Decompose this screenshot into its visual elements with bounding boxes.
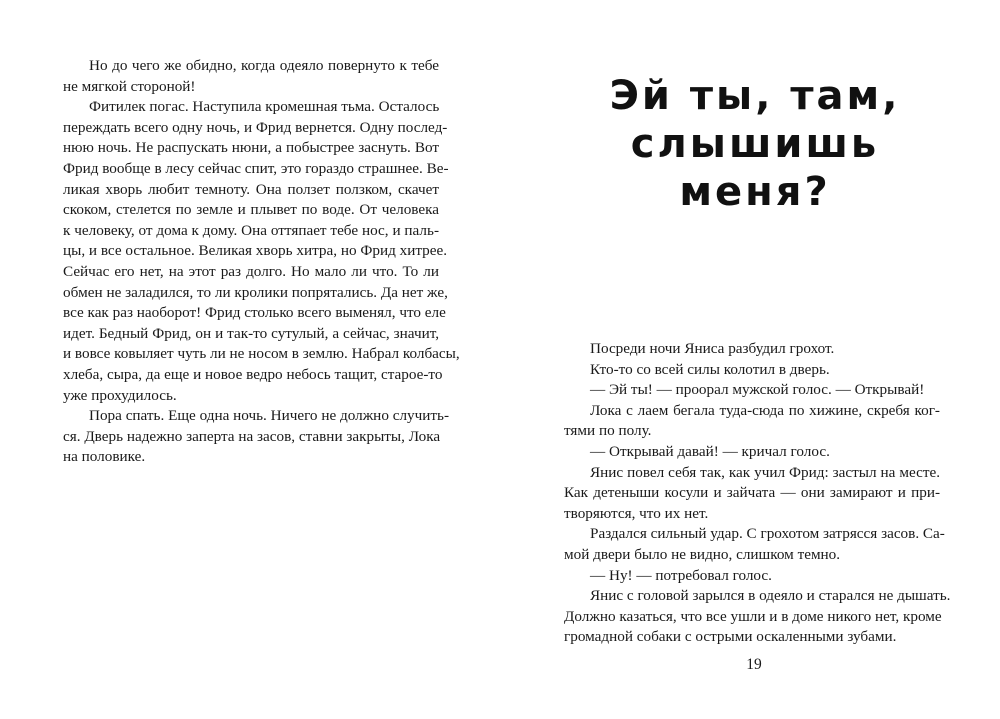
text-line: — Эй ты! — проорал мужской голос. — Открывай!	[590, 381, 925, 399]
text-line: обмен не заладился, то ли кролики попрятались. Да нет же,	[63, 283, 448, 301]
text-line: ся. Дверь надежно заперта на засов, ставни закрыты, Лока	[63, 427, 441, 445]
text-line: Пора спать. Еще одна ночь. Ничего не должно случить-	[89, 407, 450, 425]
text-line: Но до чего же обидно, когда одеяло повернуто к тебе	[89, 57, 439, 74]
chapter-title-line-1: Эй ты, там,	[609, 73, 901, 119]
text-line: Кто-то со всей силы колотил в дверь.	[590, 360, 830, 378]
chapter-title	[590, 72, 920, 216]
text-line: Фитилек погас. Наступила кромешная тьма. Осталось	[89, 98, 440, 116]
text-line: Должно казаться, что все ушли и в доме никого нет, кроме	[564, 607, 942, 625]
text-line: Раздался сильный удар. С грохотом затрясся засов. Са-	[590, 525, 945, 543]
text-line: скоком, стелется по земле и плывет по воде. От человека	[63, 201, 439, 219]
text-line: ликая хворь любит темноту. Она ползет ползком, скачет	[63, 180, 439, 198]
right-page-text	[564, 339, 951, 648]
text-line: все как раз наоборот! Фрид столько всего выменял, что еле	[63, 304, 446, 322]
text-line: Фрид вообще в лесу сейчас спит, это гораздо страшнее. Ве-	[63, 159, 449, 177]
text-line: мой двери было не видно, слишком темно.	[564, 545, 841, 563]
text-line: — Ну! — потребовал голос.	[590, 566, 772, 584]
text-line: на половике.	[63, 448, 146, 466]
text-line: идет. Бедный Фрид, он и так-то сутулый, а сейчас, значит,	[63, 324, 439, 342]
text-line: не мягкой стороной!	[63, 77, 196, 95]
text-line: хлеба, сыра, да еще и новое ведро небось тащит, старое-то	[63, 365, 443, 383]
text-line: переждать всего одну ночь, и Фрид вернется. Одну послед-	[63, 118, 448, 136]
text-line: Янис повел себя так, как учил Фрид: застыл на месте.	[590, 463, 940, 481]
text-line: — Открывай давай! — кричал голос.	[590, 442, 830, 460]
text-line: Сейчас его нет, на этот раз долго. Но мало ли что. То ли	[63, 262, 439, 280]
text-line: цы, и все остальное. Великая хворь хитра, но Фрид хитрее.	[63, 242, 448, 260]
text-line: уже прохудилось.	[63, 386, 177, 404]
text-line: нюю ночь. Не распускать нюни, а побыстрее заснуть. Вот	[63, 139, 439, 157]
text-line: к человеку, от дома к дому. Она оттяпает тебе нос, и паль-	[63, 221, 439, 239]
chapter-title-line-2: слышишь меня?	[630, 121, 880, 215]
text-line: тями по полу.	[564, 422, 652, 440]
left-page-text	[63, 56, 460, 468]
text-line: творяются, что их нет.	[564, 504, 709, 522]
text-line: Как детеныши косули и зайчата — они замирают и при-	[564, 484, 940, 502]
text-line: громадной собаки с острыми оскаленными зубами.	[564, 628, 897, 646]
text-line: Янис с головой зарылся в одеяло и старался не дышать.	[590, 587, 951, 605]
page-number: 19	[746, 656, 762, 673]
text-line: Посреди ночи Яниса разбудил грохот.	[590, 340, 835, 357]
text-line: и вовсе ковыляет чуть ли не носом в землю. Набрал колбасы,	[63, 345, 460, 363]
text-line: Лока с лаем бегала туда-сюда по хижине, скребя ког-	[590, 401, 940, 419]
